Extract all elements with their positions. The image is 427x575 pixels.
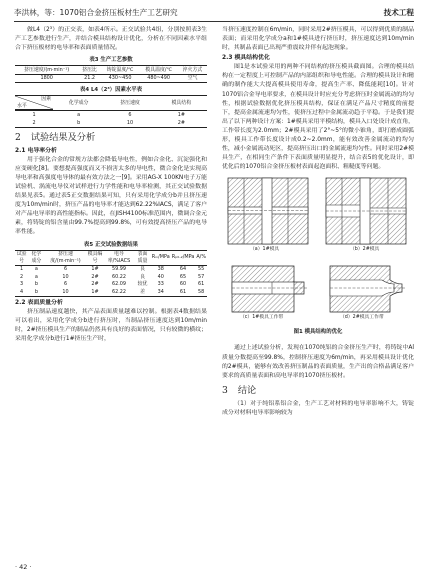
table4	[15, 95, 207, 127]
table-row	[15, 288, 207, 296]
page-number: · 42 ·	[15, 563, 32, 571]
table-cell: 58	[198, 288, 205, 295]
subsection-heading: 2.2 表面质量分析	[15, 299, 63, 306]
right-column	[222, 26, 414, 418]
table5	[15, 250, 207, 297]
subfigure-label-b: （b）2#模具	[350, 247, 380, 253]
section-title: 结论	[237, 384, 257, 396]
table-cell: 1	[32, 112, 36, 119]
table-cell: 55	[198, 266, 205, 273]
die-1-bearing-drawing	[232, 266, 308, 312]
table-row	[15, 273, 207, 281]
table-cell: 33	[157, 281, 164, 288]
table4-caption: 表4 L4（2³）因素水平表	[79, 87, 143, 94]
table-cell: a	[77, 112, 81, 119]
figure-caption: 图1 模具结构的优化	[293, 329, 343, 336]
table-cell: 2#	[177, 119, 185, 126]
table-row	[15, 281, 207, 289]
table5-header: 模具编号	[87, 251, 103, 264]
table-cell: 430~450	[108, 75, 132, 82]
table3	[15, 65, 207, 83]
table5-header: 试验号	[16, 251, 27, 264]
table5-header: 电导率/%IACS	[104, 250, 135, 265]
die-2-bearing-drawing	[330, 266, 406, 312]
section-heading	[15, 132, 207, 144]
table-cell: b	[77, 119, 81, 126]
table-cell: 61	[198, 281, 205, 288]
table-cell: 1800	[40, 75, 53, 82]
table-cell: 57	[198, 273, 205, 280]
subfigure-label-d: （d）2#模具工作带	[340, 315, 384, 321]
table-cell: 480~490	[147, 75, 171, 82]
table3-header: 淬火方式	[178, 66, 207, 75]
table4-diagonal-corner	[15, 96, 53, 111]
table-cell: 差	[140, 288, 145, 295]
paragraph-surface-quality: 挤压制品速度越快，其产品表面质量越难以控制。根据表4数据结果可以看出，采用化学成分b进行挤压时，当制品挤压速度达到10m/min时，2#挤压模具生产的制品仍然具有良好的表面情况，只有较微的横纹；采用化学成分b进行1#挤压生产时，	[15, 308, 207, 343]
table-cell: 2#	[91, 273, 99, 280]
paragraph-conclusion: （1）对于纯铝系铝合金，生产工艺对材料的电导率影响不大，铸锭成分对材料电导率影响较为	[222, 400, 414, 416]
table5-header: 化学成分	[28, 250, 44, 265]
intro-paragraph: 做L4（2³）的正交表，如表4所示。正交试验共4组，分别按照表3生产工艺参数进行生产，并结合模具结构设计优化，分析在不同因素水平组合下挤压板材的电导率和表面质量情况。	[15, 27, 207, 52]
paragraph-continued: 当挤压速度控制在6m/min，同时采用2#挤压模具，可以得到优质的制品表面；而采用化学成分a和1#模具进行挤压时，挤压速度达到10m/min时，其制品表面已出现严重震纹并伴有起泡现象。	[222, 27, 414, 52]
subsection-heading: 2.3 模具结构优化	[222, 55, 270, 62]
table-cell: 3	[20, 281, 24, 288]
table3-header: 模具温度/℃	[139, 66, 178, 75]
die-2-section-drawing	[326, 178, 406, 244]
table-cell: 10	[62, 288, 69, 295]
subfigure-label-a: （a）1#模具	[250, 247, 280, 253]
table-cell: 1#	[91, 266, 99, 273]
table5-header: 挤压速度/(m·min⁻¹)	[45, 250, 87, 265]
table-cell: a	[34, 266, 38, 273]
table5-header: 表面质量	[134, 250, 150, 265]
section-heading	[222, 385, 414, 397]
table-cell: 4	[20, 288, 24, 295]
table3-header: 铸锭温度/℃	[101, 66, 140, 75]
table-row	[15, 119, 207, 127]
corner-level-label: 水平	[17, 103, 27, 110]
table-cell: 6	[128, 112, 132, 119]
table3-caption: 表3 生产工艺参数	[89, 57, 133, 64]
header-section: 技术工程	[383, 8, 414, 17]
section-number: 2	[15, 131, 21, 143]
table4-header-row	[15, 96, 207, 111]
table5-header: Rₚ₀.₂/MPa	[171, 250, 196, 265]
table-cell: 38	[157, 266, 164, 273]
table-cell: 61	[179, 288, 187, 295]
subsection-heading: 2.1 电导率分析	[15, 147, 57, 154]
table-cell: b	[34, 281, 38, 288]
table-cell: 34	[157, 288, 164, 295]
table-cell: 1#	[177, 112, 185, 119]
die-1-section-drawing	[228, 178, 308, 244]
table-cell: 60	[179, 281, 187, 288]
table-cell: 40	[157, 273, 164, 280]
table-cell: b	[34, 288, 38, 295]
table3-header: 挤压比	[78, 66, 100, 75]
table-cell: 64	[179, 266, 187, 273]
paragraph-die-optimization: 图1是本试验采用的两种不同结构的挤压模具截面图。合理的模具结构在一定程度上可控制产品的内部组织和导电性能。合理的模具设计和精确的制作能大大提高模具使用寿命，提高生产率、降低能耗[10]。针对1070铝合金导电率要求，在模具设计时应充分考虑挤压时金属流动的均匀性，根据试验数据优化挤压模具结构，保证在满足产品尺寸精度的前提下，提高金属流速均匀性，使挤压过程中金属流动趋于平稳。于是我们提出了以下两种设计方案：1#模具采用平模结构，模具入口处设计成直角，工作带长度为2.0mm；2#模具采用了2°~5°的微小锥角，即打磨成圆弧形，模具工作带长度设计成0.2~2.0mm，能有效改善金属流动的均匀性，减小金属流动死区，提高挤压出口的金属流速均匀性。同时采用2#模具生产，在相同生产条件下表面质量明显提升，结合表5的优化设计，即优化后的1070铝合金挤压板材表面起泡面积、粗糙度等问题。	[222, 64, 414, 171]
table3-header: 挤压速度/(m·min⁻¹)	[15, 66, 78, 75]
table-cell: 较优	[137, 281, 148, 288]
paragraph-summary: 通过上述试验分析，发现在1070纯铝的合金挤压生产时，将铸锭中Al质量分数提高至99.8%，控制挤压速度为6m/min，再采用模具设计优化的2#模具，能够有效改善挤压制品的表面质量，生产出的合格品满足客户要求的高质量表面和高电导率的1070挤压板材。	[222, 345, 414, 379]
table-cell: 21.2	[84, 75, 96, 82]
table5-header-row	[15, 250, 207, 265]
table-cell: 6	[63, 281, 68, 288]
table-cell: 1#	[91, 288, 99, 295]
paragraph-conductivity: 用于强化合金的常规方法都会降低导电性，例如合金化、沉淀强化和应变硬化[8]。要想提高强度而又不损害太多的导电性，微合金化是实现高导电率和高强度电导体的最有效方法之一[9]。采用AG-X 100KN电子万能试验机、涡流电导仪对试样进行力学性能和电导率检测，其正交试验数据结果见表5。通过表5正交数据结果可知，只有采用化学成分b并且挤压速度为10m/min时，挤压产品的电导率才能达到62.22%IACS，满足了客户对产品电导率的高性能指标。因此，在JISH4100标准范围内，微调合金元素，将铸锭的铝含量由99.7%提高到99.8%，可有效提高挤压产品的电导率性能。	[15, 156, 207, 236]
header-authors-title: 李洪林，等：1070铝合金挤压板材生产工艺研究	[14, 8, 178, 17]
figure-die-structure	[222, 174, 414, 344]
table-cell: 59.99	[111, 266, 126, 273]
left-column	[15, 26, 207, 344]
table-row	[15, 265, 207, 273]
table-row	[15, 74, 207, 83]
section-title: 试验结果及分析	[30, 131, 96, 143]
table-row	[15, 111, 207, 119]
table4-header: 化学成分	[53, 96, 104, 111]
table-cell: 2#	[91, 281, 99, 288]
table5-header: Rₘ/MPa	[151, 250, 171, 265]
table-cell: a	[34, 273, 38, 280]
table-cell: 良	[140, 266, 145, 273]
corner-factor-label: 因素	[41, 96, 51, 103]
subfigure-label-c: （c）1#模具工作带	[240, 315, 284, 321]
table-cell: 10	[126, 119, 134, 126]
table-cell: 65	[179, 273, 187, 280]
table3-header-row	[15, 66, 207, 75]
table4-header: 挤压速度	[104, 96, 155, 111]
table-cell: 2	[32, 119, 36, 126]
table5-header: A/%	[195, 250, 207, 265]
table5-caption: 表5 正交试验数据结果	[83, 241, 139, 248]
section-number: 3	[222, 384, 228, 396]
table4-header: 模具结构	[156, 96, 207, 111]
table-cell: 60.22	[111, 273, 126, 280]
table-cell: 空气	[187, 75, 198, 82]
table-cell: 6	[63, 266, 68, 273]
table-cell: 10	[62, 273, 69, 280]
table-cell: 62.22	[111, 288, 126, 295]
running-header	[14, 5, 414, 22]
table-cell: 良	[140, 273, 145, 280]
table-cell: 2	[20, 273, 24, 280]
table-cell: 62.09	[111, 281, 126, 288]
table-cell: 1	[20, 266, 24, 273]
